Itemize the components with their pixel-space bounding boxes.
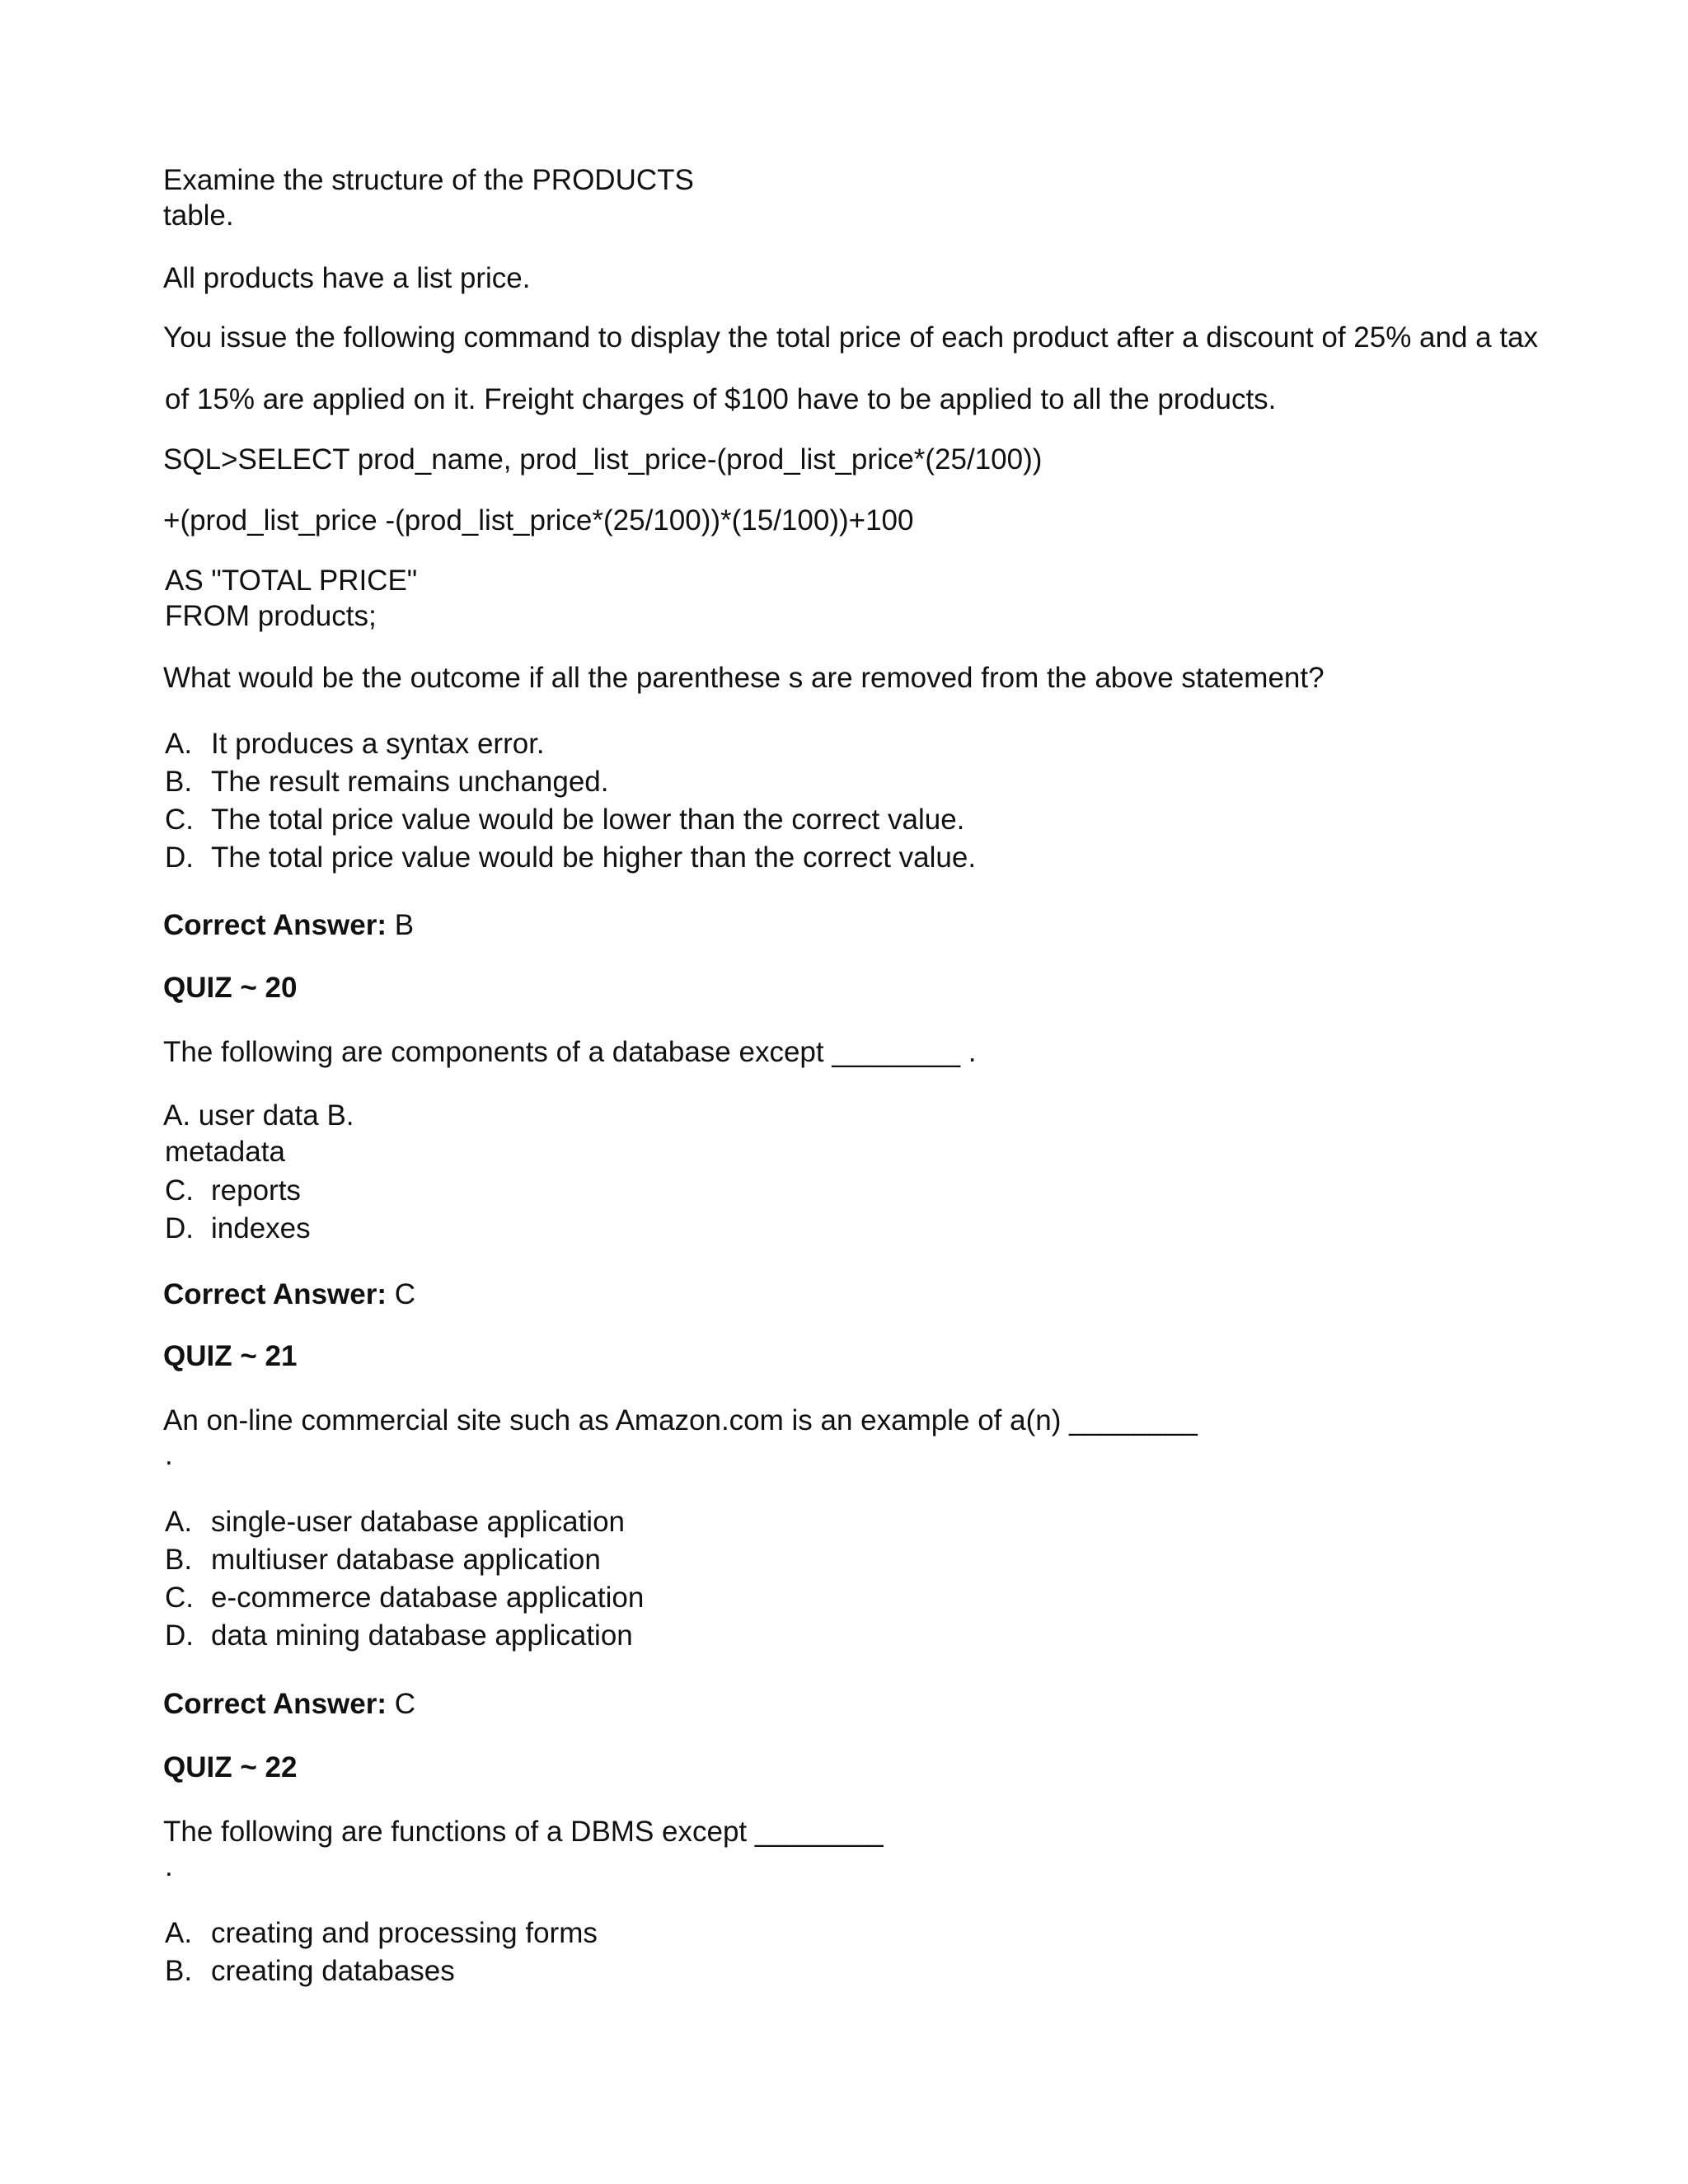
correct-answer (163, 911, 414, 940)
option-text: The result remains unchanged. (211, 766, 609, 798)
option-text: reports (211, 1174, 301, 1207)
answer-option (165, 1507, 625, 1536)
question-text: An on-line commercial site such as Amazon.com is an example of a(n) ________ (163, 1404, 1198, 1436)
question-paragraph: All products have a list price. (163, 262, 531, 294)
option-text: indexes (211, 1212, 311, 1244)
question-text: . (165, 1850, 173, 1882)
correct-answer (163, 1690, 415, 1718)
option-text: multiuser database application (211, 1544, 601, 1576)
correct-answer (163, 1280, 415, 1309)
question-text: What would be the outcome if all the parenthese s are removed from the above statement? (163, 662, 1325, 694)
correct-answer-label: Correct Answer: (163, 1688, 387, 1720)
answer-option (165, 843, 976, 872)
sql-code-line: +(prod_list_price -(prod_list_price*(25/100))*(15/100))+100 (163, 504, 914, 537)
option-letter: C. (165, 1174, 194, 1207)
option-letter: A. (165, 1506, 193, 1538)
option-letter: D. (165, 1212, 194, 1244)
answer-option (165, 1176, 301, 1205)
answer-option (165, 1919, 598, 1947)
question-text: The following are functions of a DBMS except ________ (163, 1816, 884, 1848)
option-letter: A. (165, 1917, 193, 1949)
question-text: The following are components of a database except ________ . (163, 1036, 977, 1068)
option-text: creating and processing forms (211, 1917, 598, 1949)
option-text: The total price value would be higher than the correct value. (211, 841, 977, 874)
sql-code-line: SQL>SELECT prod_name, prod_list_price-(prod_list_price*(25/100)) (163, 443, 1043, 476)
answer-option (165, 729, 545, 758)
option-letter: A. (165, 728, 193, 760)
option-text: data mining database application (211, 1619, 633, 1652)
correct-answer-value: B (387, 909, 415, 941)
question-intro-line-2: table. (163, 199, 234, 232)
question-paragraph: of 15% are applied on it. Freight charges of $100 have to be applied to all the products. (165, 383, 1277, 415)
option-text: creating databases (211, 1955, 455, 1987)
option-text: single-user database application (211, 1506, 625, 1538)
answer-option (165, 1545, 601, 1574)
option-letter: B. (165, 766, 193, 798)
sql-code-line: FROM products; (165, 600, 377, 632)
answer-option (165, 1214, 311, 1243)
quiz-heading: QUIZ ~ 21 (163, 1340, 298, 1372)
correct-answer-label: Correct Answer: (163, 1278, 387, 1310)
quiz-heading: QUIZ ~ 20 (163, 972, 298, 1004)
correct-answer-value: C (387, 1278, 415, 1310)
question-intro-line-1: Examine the structure of the PRODUCTS (163, 164, 694, 196)
option-text: The total price value would be lower than the correct value. (211, 804, 965, 836)
answer-option: A. user data B. (163, 1099, 354, 1132)
answer-option: metadata (165, 1136, 285, 1168)
option-text: e-commerce database application (211, 1582, 645, 1614)
option-letter: C. (165, 1582, 194, 1614)
option-letter: B. (165, 1955, 193, 1987)
correct-answer-label: Correct Answer: (163, 909, 387, 941)
correct-answer-value: C (387, 1688, 415, 1720)
option-letter: C. (165, 804, 194, 836)
option-letter: B. (165, 1544, 193, 1576)
answer-option (165, 805, 964, 834)
question-paragraph: You issue the following command to display the total price of each product after a discount of 25% and a tax (163, 321, 1539, 354)
question-text: . (165, 1439, 173, 1471)
option-letter: D. (165, 1619, 194, 1652)
sql-code-line: AS "TOTAL PRICE" (165, 565, 418, 597)
quiz-heading: QUIZ ~ 22 (163, 1751, 298, 1783)
option-letter: D. (165, 841, 194, 874)
answer-option (165, 1621, 633, 1650)
answer-option (165, 767, 609, 796)
answer-option (165, 1583, 644, 1612)
answer-option (165, 1957, 455, 1985)
option-text: It produces a syntax error. (211, 728, 545, 760)
